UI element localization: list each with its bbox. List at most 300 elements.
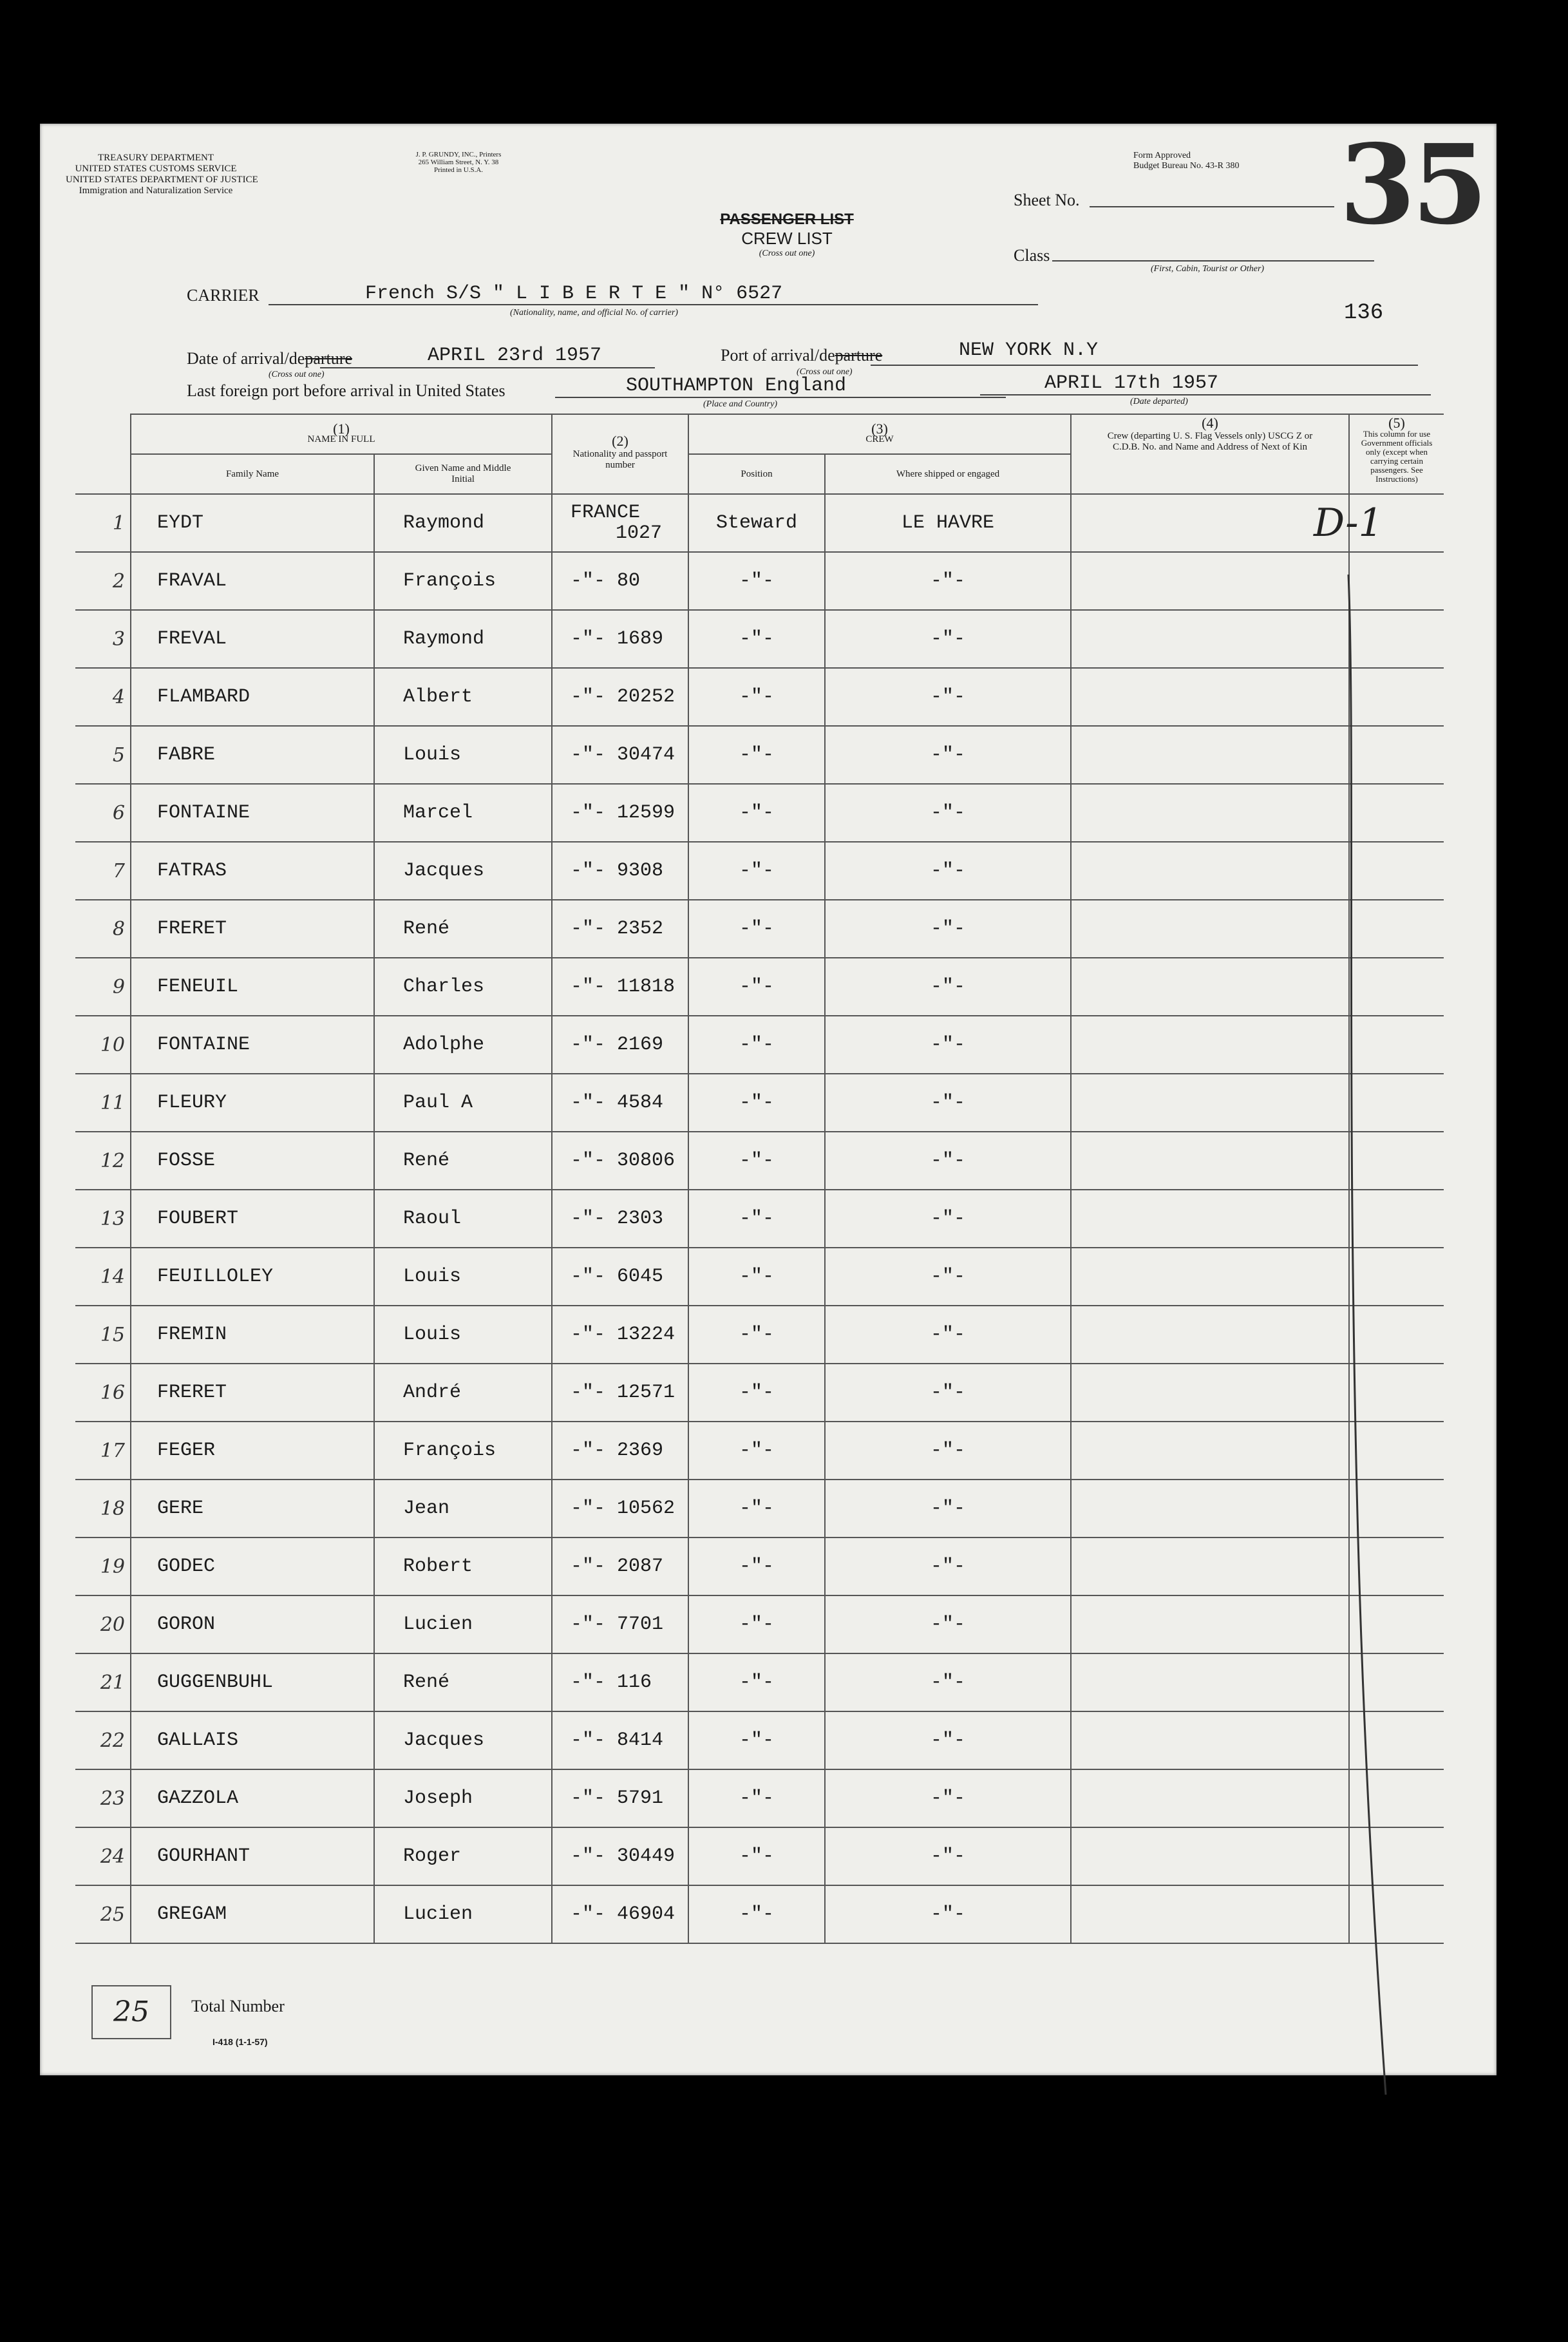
family-name-cell <box>131 1364 374 1422</box>
next-of-kin-cell <box>1071 1595 1349 1653</box>
cross-out-hint: (Cross out one) <box>759 249 815 258</box>
family-name-cell-text: FATRAS <box>157 860 227 882</box>
carrier-label: CARRIER <box>187 286 260 305</box>
position-cell-text: -"- <box>739 1208 774 1230</box>
given-name-cell-text: René <box>403 918 450 940</box>
position-cell <box>688 784 825 842</box>
given-name-cell-text: Roger <box>403 1845 462 1867</box>
row-number-text: 22 <box>100 1729 125 1752</box>
given-name-cell <box>374 1653 552 1711</box>
row-number <box>75 1248 131 1306</box>
agency-block <box>66 153 258 196</box>
position-cell-text: -"- <box>739 1671 774 1693</box>
arrival-port-rule <box>871 365 1418 366</box>
position-cell-text: -"- <box>739 744 774 766</box>
given-name-cell <box>374 1711 552 1769</box>
family-name-cell <box>131 1132 374 1190</box>
class-hint: (First, Cabin, Tourist or Other) <box>1151 264 1265 274</box>
position-cell-text: Steward <box>715 512 798 534</box>
next-of-kin-cell <box>1071 668 1349 726</box>
where-shipped-cell-text: -"- <box>930 1382 965 1404</box>
printer-block <box>381 151 536 174</box>
where-shipped-cell <box>825 552 1071 610</box>
where-shipped-cell-text: -"- <box>930 918 965 940</box>
table-row <box>75 1885 1444 1943</box>
where-shipped-cell-text: -"- <box>930 570 965 592</box>
position-cell <box>688 1074 825 1132</box>
where-shipped-cell <box>825 1595 1071 1653</box>
arrival-port-cross-hint: (Cross out one) <box>797 367 853 377</box>
table-row <box>75 1132 1444 1190</box>
row-number <box>75 552 131 610</box>
where-shipped-cell <box>825 1885 1071 1943</box>
position-cell-text: -"- <box>739 570 774 592</box>
family-name-cell-text: GOURHANT <box>157 1845 250 1867</box>
where-shipped-cell <box>825 1016 1071 1074</box>
table-row <box>75 1711 1444 1769</box>
where-shipped-header: Where shipped or engaged <box>825 454 1071 494</box>
col3-num: (3) <box>871 421 888 437</box>
where-shipped-cell <box>825 1538 1071 1595</box>
family-name-cell-text: FREMIN <box>157 1324 227 1346</box>
given-name-cell-text: Raoul <box>403 1208 462 1230</box>
nationality-cell <box>552 552 688 610</box>
next-of-kin-cell <box>1071 1364 1349 1422</box>
agency-line: Immigration and Naturalization Service <box>79 186 233 196</box>
position-cell <box>688 668 825 726</box>
given-name-cell-text: Joseph <box>403 1787 473 1809</box>
position-cell-text: -"- <box>739 1266 774 1288</box>
nationality-cell <box>552 1653 688 1711</box>
nationality-cell <box>552 900 688 958</box>
row-number <box>75 1769 131 1827</box>
family-name-cell-text: GODEC <box>157 1556 216 1577</box>
row-number-text: 7 <box>112 859 125 882</box>
row-number-text: 14 <box>100 1265 125 1288</box>
nationality-cell-text: -"- 30806 <box>571 1150 675 1172</box>
position-cell-text: -"- <box>739 1556 774 1577</box>
given-name-cell-text: René <box>403 1150 450 1172</box>
row-number-text: 2 <box>112 569 125 593</box>
position-cell-text: -"- <box>739 1034 774 1056</box>
where-shipped-cell-text: -"- <box>930 1614 965 1635</box>
where-shipped-cell-text: LE HAVRE <box>901 512 995 534</box>
where-shipped-cell <box>825 1653 1071 1711</box>
nationality-cell-text: -"- 20252 <box>571 686 675 708</box>
row-number-text: 25 <box>100 1903 125 1926</box>
given-name-cell <box>374 1538 552 1595</box>
family-name-cell-text: FREVAL <box>157 628 227 650</box>
nationality-cell-text: -"- 80 <box>571 570 641 592</box>
nationality-cell <box>552 1769 688 1827</box>
family-name-cell <box>131 1769 374 1827</box>
form-approved-line: Form Approved <box>1133 151 1191 160</box>
printer-line: 265 William Street, N. Y. 38 <box>418 158 499 166</box>
nationality-cell-text: -"- 2303 <box>571 1208 664 1230</box>
given-name-cell <box>374 1827 552 1885</box>
row-number-text: 24 <box>100 1845 125 1868</box>
family-name-cell-text: EYDT <box>157 512 204 534</box>
row-number-text: 12 <box>100 1149 125 1172</box>
col5-title: This column for use Government officials only (except when carrying certain passengers. See Instructions) <box>1361 429 1433 484</box>
family-name-cell-text: FRERET <box>157 1382 227 1404</box>
table-row <box>75 1190 1444 1248</box>
total-label: Total Number <box>191 1997 285 2015</box>
given-name-cell <box>374 900 552 958</box>
position-cell <box>688 726 825 784</box>
total-value: 25 <box>113 1995 149 2028</box>
family-name-cell <box>131 1653 374 1711</box>
table-row <box>75 1653 1444 1711</box>
next-of-kin-cell <box>1071 610 1349 668</box>
sheet-label: Sheet No. <box>1014 191 1080 209</box>
row-number <box>75 1074 131 1132</box>
row-number-text: 1 <box>112 511 125 535</box>
position-cell-text: -"- <box>739 860 774 882</box>
class-rule <box>1052 260 1374 262</box>
family-name-cell <box>131 552 374 610</box>
carrier-value: French S/S " L I B E R T E " N° 6527 <box>365 283 783 305</box>
nationality-cell <box>552 1480 688 1538</box>
nationality-cell <box>552 1538 688 1595</box>
position-cell <box>688 610 825 668</box>
next-of-kin-cell <box>1071 726 1349 784</box>
position-cell <box>688 1711 825 1769</box>
family-name-cell-text: GUGGENBUHL <box>157 1671 274 1693</box>
depart-date-value: APRIL 17th 1957 <box>1044 372 1219 394</box>
nationality-cell <box>552 610 688 668</box>
next-of-kin-cell <box>1071 1480 1349 1538</box>
next-of-kin-cell <box>1071 1248 1349 1306</box>
family-name-cell-text: FONTAINE <box>157 1034 250 1056</box>
next-of-kin-cell <box>1071 784 1349 842</box>
family-name-cell-text: GERE <box>157 1498 204 1519</box>
given-name-cell-text: Marcel <box>403 802 473 824</box>
where-shipped-cell <box>825 784 1071 842</box>
form-code: I-418 (1-1-57) <box>213 2037 268 2047</box>
row-number-text: 13 <box>100 1207 125 1230</box>
next-of-kin-cell <box>1071 1827 1349 1885</box>
arrival-date-rule <box>320 367 655 368</box>
where-shipped-cell <box>825 1422 1071 1480</box>
col2-num: (2) <box>612 432 628 449</box>
given-name-cell <box>374 726 552 784</box>
given-name-cell-text: Louis <box>403 1324 462 1346</box>
where-shipped-cell-text: -"- <box>930 976 965 998</box>
family-name-cell <box>131 1248 374 1306</box>
given-name-cell <box>374 842 552 900</box>
given-name-cell-text: Louis <box>403 744 462 766</box>
given-name-cell <box>374 1190 552 1248</box>
where-shipped-cell <box>825 1480 1071 1538</box>
row-number <box>75 784 131 842</box>
position-cell-text: -"- <box>739 1614 774 1635</box>
nationality-cell <box>552 1074 688 1132</box>
where-shipped-cell <box>825 1769 1071 1827</box>
table-row <box>75 1769 1444 1827</box>
where-shipped-cell <box>825 1132 1071 1190</box>
nationality-cell <box>552 842 688 900</box>
family-name-cell <box>131 668 374 726</box>
table-row <box>75 784 1444 842</box>
next-of-kin-cell <box>1071 1538 1349 1595</box>
form-approved-line: Budget Bureau No. 43-R 380 <box>1133 161 1240 171</box>
family-name-cell-text: FABRE <box>157 744 216 766</box>
given-name-header: Given Name and Middle Initial <box>374 454 552 494</box>
col5-annotation: D-1 <box>1314 500 1383 546</box>
nationality-cell <box>552 1016 688 1074</box>
family-name-cell <box>131 1190 374 1248</box>
row-number-text: 6 <box>112 801 125 824</box>
next-of-kin-cell <box>1071 494 1349 552</box>
row-number <box>75 668 131 726</box>
col5-header <box>1349 414 1444 494</box>
row-number <box>75 1538 131 1595</box>
family-name-cell <box>131 1595 374 1653</box>
next-of-kin-cell <box>1071 958 1349 1016</box>
row-number <box>75 1132 131 1190</box>
position-cell <box>688 900 825 958</box>
family-name-cell-text: FRERET <box>157 918 227 940</box>
position-cell <box>688 1248 825 1306</box>
printer-line: J. P. GRUNDY, INC., Printers <box>415 151 502 158</box>
arrival-date-label: Date of arrival/departure <box>187 349 352 368</box>
where-shipped-cell-text: -"- <box>930 628 965 650</box>
form-approved <box>1133 151 1239 171</box>
nationality-cell-text: -"- 5791 <box>571 1787 664 1809</box>
where-shipped-cell-text: -"- <box>930 802 965 824</box>
next-of-kin-cell <box>1071 842 1349 900</box>
position-cell-text: -"- <box>739 1787 774 1809</box>
nationality-cell <box>552 1595 688 1653</box>
arrival-date-struck: parture <box>305 349 352 368</box>
where-shipped-cell <box>825 726 1071 784</box>
col3-title: CREW <box>865 434 894 444</box>
nationality-cell <box>552 1190 688 1248</box>
where-shipped-cell-text: -"- <box>930 1671 965 1693</box>
col4-title: Crew (departing U. S. Flag Vessels only) USCG Z or C.D.B. No. and Name and Address of Next of Kin <box>1107 431 1313 452</box>
depart-date-rule <box>980 394 1431 395</box>
nationality-cell-text: -"- 12599 <box>571 802 675 824</box>
table-row <box>75 668 1444 726</box>
arrival-date-value: APRIL 23rd 1957 <box>428 345 602 367</box>
next-of-kin-cell <box>1071 552 1349 610</box>
row-number <box>75 1306 131 1364</box>
nationality-cell-text: -"- 11818 <box>571 976 675 998</box>
foreign-port-rule <box>555 397 1006 398</box>
position-cell-text: -"- <box>739 1903 774 1925</box>
family-name-cell-text: FOSSE <box>157 1150 216 1172</box>
next-of-kin-cell <box>1071 1769 1349 1827</box>
position-cell-text: -"- <box>739 1092 774 1114</box>
where-shipped-cell <box>825 1190 1071 1248</box>
where-shipped-cell-text: -"- <box>930 1845 965 1867</box>
position-cell <box>688 1827 825 1885</box>
position-cell <box>688 1422 825 1480</box>
where-shipped-cell-text: -"- <box>930 1150 965 1172</box>
row-number <box>75 1422 131 1480</box>
next-of-kin-cell <box>1071 1885 1349 1943</box>
agency-line: TREASURY DEPARTMENT <box>97 153 214 163</box>
arrival-port-value: NEW YORK N.Y <box>959 339 1099 361</box>
next-of-kin-cell <box>1071 1016 1349 1074</box>
where-shipped-cell <box>825 1364 1071 1422</box>
row-number <box>75 958 131 1016</box>
given-name-cell-text: Jacques <box>403 1729 485 1751</box>
nationality-cell <box>552 1422 688 1480</box>
nationality-cell-text: -"- 2169 <box>571 1034 664 1056</box>
total-box <box>91 1985 171 2039</box>
where-shipped-cell-text: -"- <box>930 744 965 766</box>
given-name-cell-text: Lucien <box>403 1614 473 1635</box>
given-name-cell <box>374 1016 552 1074</box>
agency-line: UNITED STATES CUSTOMS SERVICE <box>75 164 237 174</box>
given-name-cell-text: Raymond <box>403 628 485 650</box>
family-name-cell <box>131 842 374 900</box>
carrier-hint: (Nationality, name, and official No. of carrier) <box>510 308 678 318</box>
given-name-cell <box>374 1074 552 1132</box>
table-row <box>75 726 1444 784</box>
nationality-cell <box>552 1132 688 1190</box>
row-number <box>75 1480 131 1538</box>
given-name-cell <box>374 1769 552 1827</box>
col1-title: NAME IN FULL <box>307 434 375 444</box>
family-name-cell-text: FONTAINE <box>157 802 250 824</box>
family-name-cell <box>131 958 374 1016</box>
family-name-cell <box>131 1016 374 1074</box>
given-name-cell <box>374 1132 552 1190</box>
table-row <box>75 1538 1444 1595</box>
where-shipped-cell-text: -"- <box>930 1092 965 1114</box>
position-cell-text: -"- <box>739 1382 774 1404</box>
list-type: CREW LIST <box>741 229 833 248</box>
given-name-cell <box>374 1885 552 1943</box>
row-number-text: 10 <box>100 1033 125 1056</box>
position-cell <box>688 1016 825 1074</box>
next-of-kin-cell <box>1071 1074 1349 1132</box>
family-name-cell-text: FLEURY <box>157 1092 227 1114</box>
given-name-cell-text: Louis <box>403 1266 462 1288</box>
foreign-port-value: SOUTHAMPTON England <box>626 375 847 397</box>
document-page <box>40 120 1497 2075</box>
next-of-kin-cell <box>1071 900 1349 958</box>
table-row <box>75 900 1444 958</box>
nationality-cell-text: -"- 13224 <box>571 1324 675 1346</box>
nationality-cell-text: -"- 9308 <box>571 860 664 882</box>
given-name-cell-text: François <box>403 1440 496 1461</box>
position-cell-text: -"- <box>739 1440 774 1461</box>
table-row <box>75 1422 1444 1480</box>
nationality-cell <box>552 494 688 552</box>
nationality-cell-text: -"- 30474 <box>571 744 675 766</box>
where-shipped-cell-text: -"- <box>930 1556 965 1577</box>
position-cell <box>688 1132 825 1190</box>
table-row <box>75 552 1444 610</box>
nationality-cell <box>552 1248 688 1306</box>
row-number-text: 23 <box>100 1787 125 1810</box>
row-number <box>75 494 131 552</box>
row-number-text: 3 <box>112 627 125 651</box>
position-cell <box>688 1480 825 1538</box>
position-cell-text: -"- <box>739 1324 774 1346</box>
family-name-cell-text: FEGER <box>157 1440 216 1461</box>
family-name-cell <box>131 1074 374 1132</box>
where-shipped-cell <box>825 958 1071 1016</box>
arrival-port-label: Port of arrival/departure <box>721 346 883 365</box>
row-number-text: 15 <box>100 1323 125 1346</box>
next-of-kin-cell <box>1071 1422 1349 1480</box>
given-name-cell-text: Paul A <box>403 1092 473 1114</box>
family-name-cell <box>131 726 374 784</box>
position-cell-text: -"- <box>739 1845 774 1867</box>
row-number-text: 17 <box>100 1439 125 1462</box>
position-cell <box>688 1595 825 1653</box>
sheet-number-stamp: 35 <box>1339 120 1484 249</box>
nationality-cell-text: -"- 116 <box>571 1671 652 1693</box>
row-number-text: 8 <box>112 917 125 940</box>
family-name-cell-text: FLAMBARD <box>157 686 250 708</box>
nationality-cell <box>552 1306 688 1364</box>
row-number <box>75 900 131 958</box>
position-cell-text: -"- <box>739 686 774 708</box>
where-shipped-cell <box>825 1074 1071 1132</box>
row-number-text: 16 <box>100 1381 125 1404</box>
arrival-port-struck: parture <box>835 346 883 365</box>
nationality-cell-text: -"- 46904 <box>571 1903 675 1925</box>
table-row <box>75 958 1444 1016</box>
nationality-cell <box>552 1364 688 1422</box>
next-of-kin-cell <box>1071 1306 1349 1364</box>
row-number <box>75 1827 131 1885</box>
position-cell <box>688 1769 825 1827</box>
next-of-kin-cell <box>1071 1190 1349 1248</box>
foreign-port-hint: (Place and Country) <box>703 399 778 409</box>
given-name-cell <box>374 668 552 726</box>
printer-line: Printed in U.S.A. <box>433 166 484 174</box>
position-cell <box>688 1885 825 1943</box>
col1-header <box>131 414 552 454</box>
row-number <box>75 726 131 784</box>
nationality-cell-text: -"- 6045 <box>571 1266 664 1288</box>
where-shipped-cell-text: -"- <box>930 1440 965 1461</box>
position-cell <box>688 958 825 1016</box>
family-name-cell <box>131 1480 374 1538</box>
row-number <box>75 1364 131 1422</box>
family-name-header: Family Name <box>131 454 374 494</box>
table-row <box>75 1248 1444 1306</box>
nationality-cell-text: FRANCE <box>571 502 641 524</box>
nationality-cell-text: -"- 7701 <box>571 1614 664 1635</box>
where-shipped-cell-text: -"- <box>930 1498 965 1519</box>
depart-date-hint: (Date departed) <box>1130 397 1188 406</box>
agency-line: UNITED STATES DEPARTMENT OF JUSTICE <box>66 175 258 185</box>
given-name-cell-text: Jacques <box>403 860 485 882</box>
position-cell-text: -"- <box>739 1729 774 1751</box>
family-name-cell-text: GREGAM <box>157 1903 227 1925</box>
where-shipped-cell-text: -"- <box>930 1787 965 1809</box>
where-shipped-cell <box>825 900 1071 958</box>
position-cell <box>688 1653 825 1711</box>
where-shipped-cell <box>825 1306 1071 1364</box>
nationality-cell <box>552 958 688 1016</box>
where-shipped-cell-text: -"- <box>930 1266 965 1288</box>
family-name-cell <box>131 494 374 552</box>
given-name-cell-text: Robert <box>403 1556 473 1577</box>
next-of-kin-cell <box>1071 1132 1349 1190</box>
given-name-cell <box>374 1422 552 1480</box>
position-header: Position <box>688 454 825 494</box>
row-number <box>75 1595 131 1653</box>
